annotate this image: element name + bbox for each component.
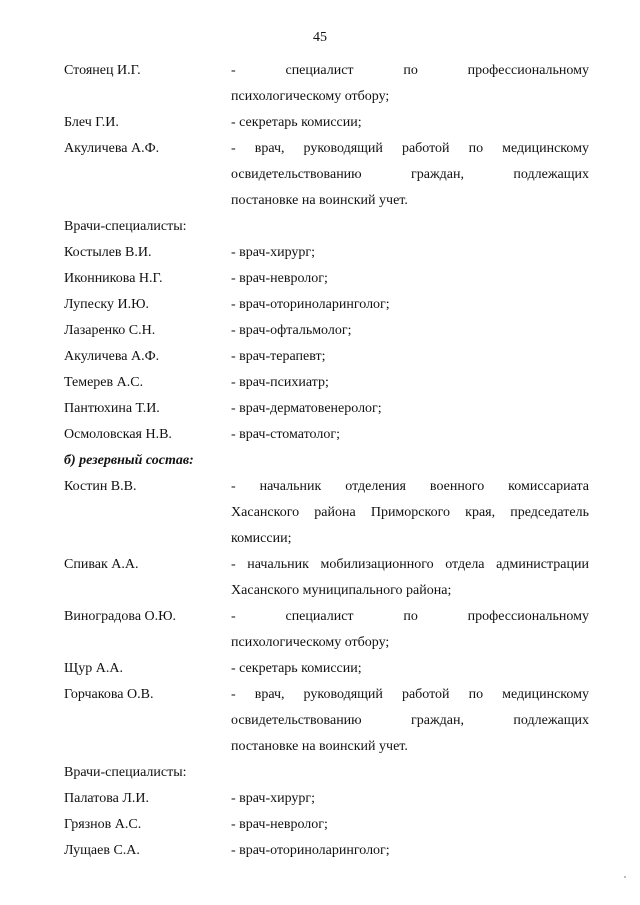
doctor-role bbox=[231, 318, 589, 344]
scan-speck bbox=[624, 876, 626, 878]
member-name: Акуличева А.Ф. bbox=[64, 141, 160, 156]
member-role bbox=[231, 682, 589, 760]
doctor-name: Иконникова Н.Г. bbox=[64, 271, 163, 286]
doctor-row bbox=[64, 240, 589, 266]
doctor-name: Костылев В.И. bbox=[64, 245, 152, 260]
doctors-heading: Врачи-специалисты: bbox=[64, 219, 187, 234]
doctor-row bbox=[64, 396, 589, 422]
role-line: постановке на воинский учет. bbox=[231, 739, 408, 754]
doctor-row bbox=[64, 344, 589, 370]
member-row bbox=[64, 552, 589, 604]
member-role bbox=[231, 136, 589, 214]
member-role bbox=[231, 110, 589, 136]
commission-list bbox=[64, 58, 589, 864]
member-name: Спивак А.А. bbox=[64, 557, 139, 572]
role-line: - врач-дерматовенеролог; bbox=[231, 401, 382, 416]
role-line: комиссии; bbox=[231, 531, 292, 546]
doctor-role bbox=[231, 370, 589, 396]
role-line: психологическому отбору; bbox=[231, 635, 390, 650]
role-line: - врач, руководящий работой по медицинскому bbox=[231, 687, 589, 702]
member-role bbox=[231, 58, 589, 110]
doctor-name: Осмоловская Н.В. bbox=[64, 427, 172, 442]
doctor-row bbox=[64, 292, 589, 318]
doctor-role bbox=[231, 838, 589, 864]
member-role bbox=[231, 656, 589, 682]
member-name: Щур А.А. bbox=[64, 661, 124, 676]
member-row bbox=[64, 474, 589, 552]
role-line: - врач-хирург; bbox=[231, 791, 316, 806]
member-role bbox=[231, 552, 589, 604]
page-number: 45 bbox=[313, 30, 327, 45]
role-line: освидетельствованию граждан, подлежащих bbox=[231, 167, 589, 182]
role-line: - специалист по профессиональному bbox=[231, 63, 589, 78]
role-line: постановке на воинский учет. bbox=[231, 193, 408, 208]
role-line: - врач-невролог; bbox=[231, 817, 328, 832]
role-line: психологическому отбору; bbox=[231, 89, 390, 104]
member-row bbox=[64, 604, 589, 656]
role-line: - врач-терапевт; bbox=[231, 349, 326, 364]
role-line: - секретарь комиссии; bbox=[231, 115, 362, 130]
member-row bbox=[64, 682, 589, 760]
member-role bbox=[231, 604, 589, 656]
member-role bbox=[231, 474, 589, 552]
doctor-row bbox=[64, 318, 589, 344]
role-line: освидетельствованию граждан, подлежащих bbox=[231, 713, 589, 728]
doctor-row bbox=[64, 266, 589, 292]
member-name: Горчакова О.В. bbox=[64, 687, 154, 702]
role-line: - врач-оториноларинголог; bbox=[231, 843, 390, 858]
doctor-role bbox=[231, 292, 589, 318]
role-line: - врач-стоматолог; bbox=[231, 427, 340, 442]
doctor-row bbox=[64, 370, 589, 396]
member-name: Стоянец И.Г. bbox=[64, 63, 141, 78]
doctor-name: Акуличева А.Ф. bbox=[64, 349, 160, 364]
doctor-role bbox=[231, 344, 589, 370]
doctors-heading: Врачи-специалисты: bbox=[64, 765, 187, 780]
member-name: Блеч Г.И. bbox=[64, 115, 119, 130]
doctor-row bbox=[64, 812, 589, 838]
role-line: - врач-психиатр; bbox=[231, 375, 329, 390]
doctor-name: Лупеску И.Ю. bbox=[64, 297, 150, 312]
doctor-role bbox=[231, 240, 589, 266]
role-line: - специалист по профессиональному bbox=[231, 609, 589, 624]
member-row bbox=[64, 136, 589, 214]
member-row bbox=[64, 656, 589, 682]
role-line: Хасанского района Приморского края, председатель bbox=[231, 505, 589, 520]
doctor-name: Палатова Л.И. bbox=[64, 791, 149, 806]
doctor-role bbox=[231, 422, 589, 448]
role-line: - врач-хирург; bbox=[231, 245, 316, 260]
role-line: - врач-невролог; bbox=[231, 271, 328, 286]
member-name: Костин В.В. bbox=[64, 479, 137, 494]
role-line: - секретарь комиссии; bbox=[231, 661, 362, 676]
doctor-name: Грязнов А.С. bbox=[64, 817, 142, 832]
role-line: - врач, руководящий работой по медицинскому bbox=[231, 141, 589, 156]
reserve-heading: б) резервный состав: bbox=[64, 453, 194, 468]
member-row bbox=[64, 58, 589, 110]
doctor-role bbox=[231, 266, 589, 292]
role-line: Хасанского муниципального района; bbox=[231, 583, 452, 598]
doctor-name: Лущаев С.А. bbox=[64, 843, 140, 858]
role-line: - врач-офтальмолог; bbox=[231, 323, 352, 338]
doctor-name: Темерев А.С. bbox=[64, 375, 144, 390]
role-line: - начальник отделения военного комиссариата bbox=[231, 479, 589, 494]
member-row bbox=[64, 110, 589, 136]
doctor-row bbox=[64, 422, 589, 448]
role-line: - начальник мобилизационного отдела администрации bbox=[231, 557, 589, 572]
doctor-row bbox=[64, 786, 589, 812]
doctor-role bbox=[231, 786, 589, 812]
member-name: Виноградова О.Ю. bbox=[64, 609, 177, 624]
doctor-role bbox=[231, 396, 589, 422]
doctor-name: Лазаренко С.Н. bbox=[64, 323, 156, 338]
doctor-row bbox=[64, 838, 589, 864]
role-line: - врач-оториноларинголог; bbox=[231, 297, 390, 312]
doctor-name: Пантюхина Т.И. bbox=[64, 401, 160, 416]
doctor-role bbox=[231, 812, 589, 838]
